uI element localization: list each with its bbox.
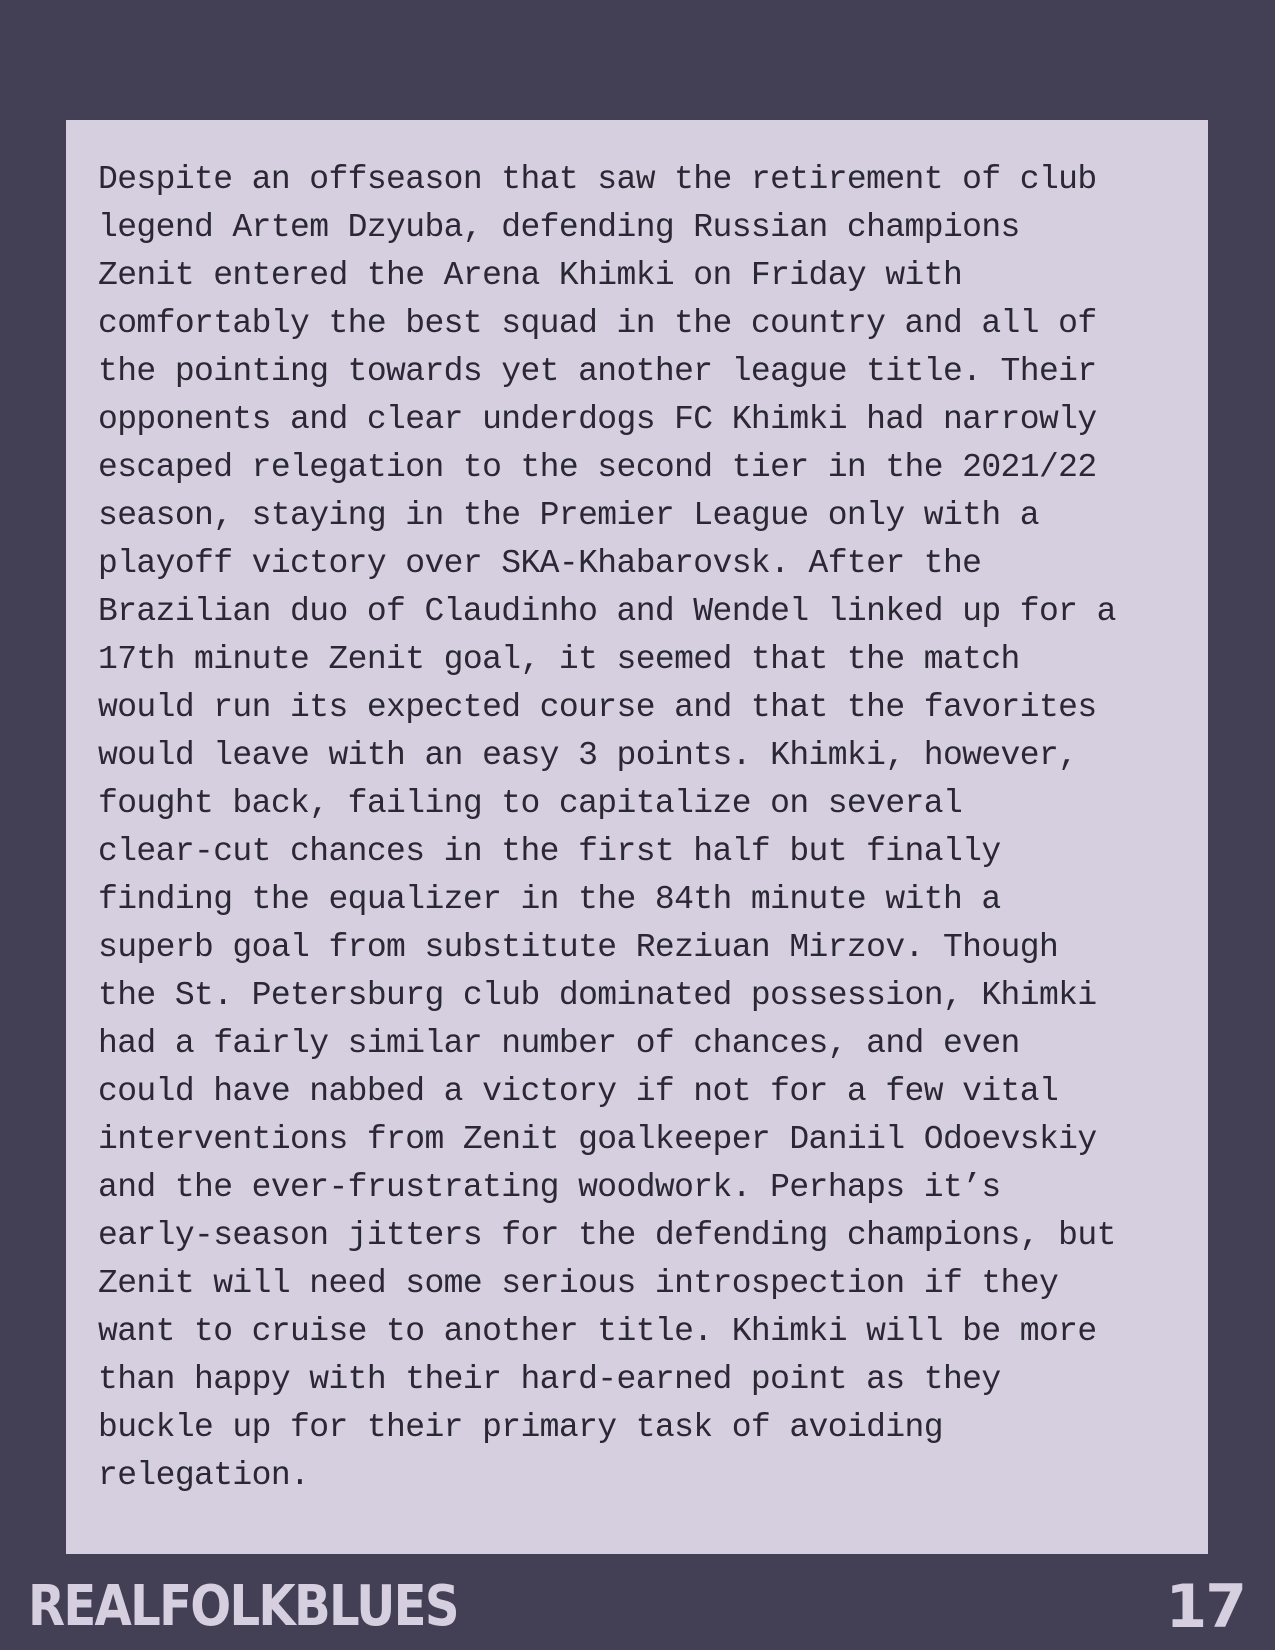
footer-brand-logo: REALFOLKBLUES — [28, 1574, 458, 1639]
article-panel — [66, 120, 1208, 1554]
article-body: Despite an offseason that saw the retirement of club legend Artem Dzyuba, defending Russian champions Zenit entered the Arena Khimki on Friday with comfortably the best squad in the country and all of the pointing towards yet another league title. Their opponents and clear underdogs FC Khimki had narrowly escaped relegation to the second tier in the 2021/22 season, staying in the Premier League only with a playoff victory over SKA-Khabarovsk. After the Brazilian duo of Claudinho and Wendel linked up for a 17th minute Zenit goal, it seemed that the match would run its expected course and that the favorites would leave with an easy 3 points. Khimki, however, fought back, failing to capitalize on several clear-cut chances in the first half but finally finding the equalizer in the 84th minute with a superb goal from substitute Reziuan Mirzov. Though the St. Petersburg club dominated possession, Khimki had a fairly similar number of chances, and even could have nabbed a victory if not for a few vital interventions from Zenit goalkeeper Daniil Odoevskiy and the ever-frustrating woodwork. Perhaps it’s early-season jitters for the defending champions, but Zenit will need some serious introspection if they want to cruise to another title. Khimki will be more than happy with their hard-earned point as they buckle up for their primary task of avoiding relegation. — [98, 161, 1116, 1494]
page-number: 17 — [1165, 1572, 1245, 1642]
